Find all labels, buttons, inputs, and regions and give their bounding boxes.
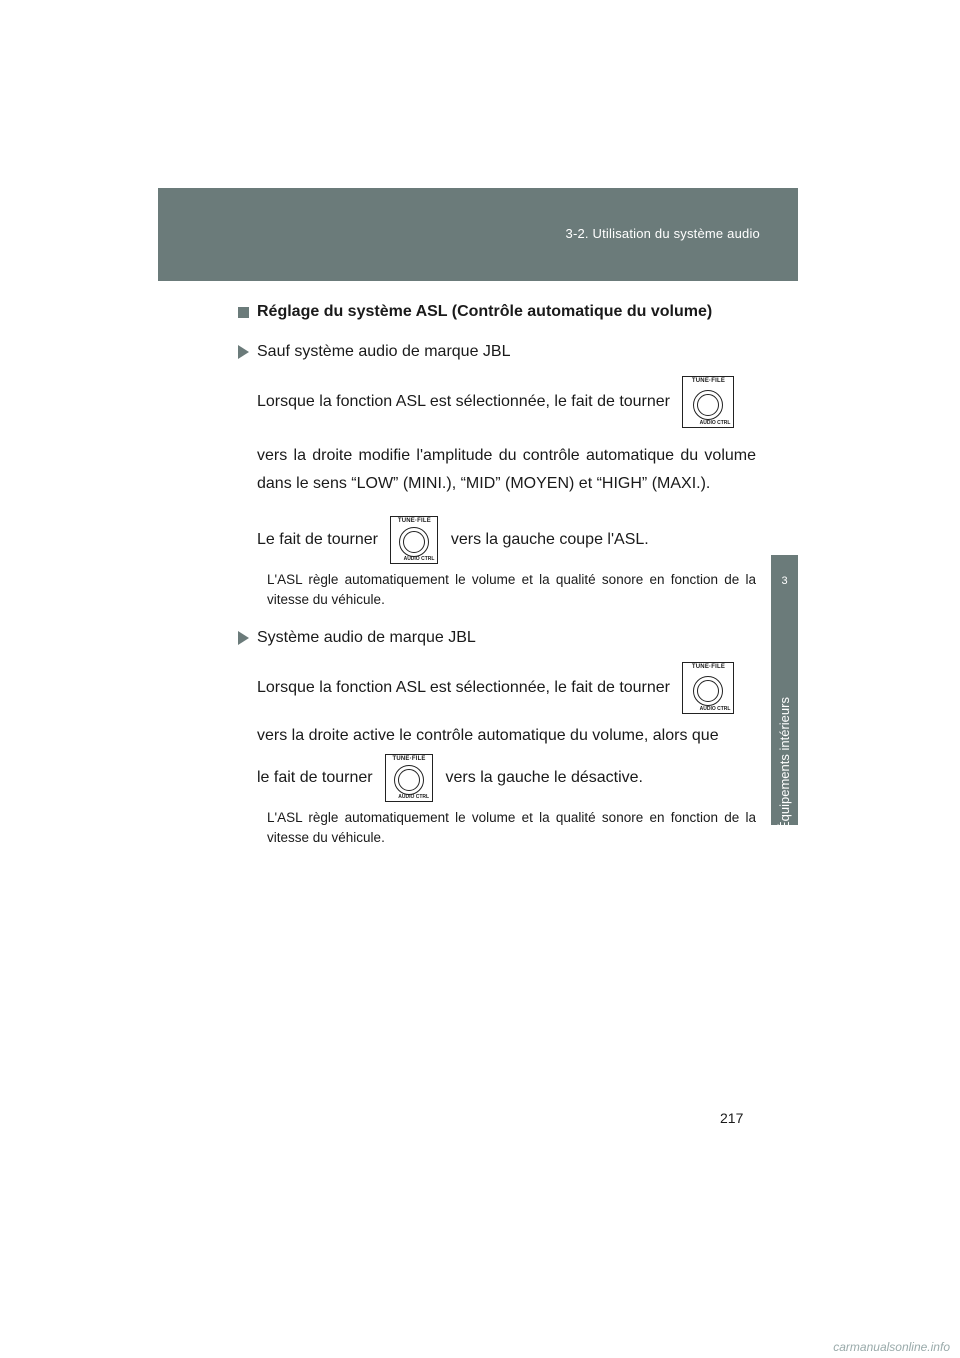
paragraph — [257, 442, 756, 498]
paragraph-text: Lorsque la fonction ASL est sélectionnée, le fait de tourner — [257, 393, 671, 411]
item-title-text: Sauf système audio de marque JBL — [257, 343, 511, 360]
knob-top-label: TUNE·FILE — [691, 378, 726, 384]
item-title-2 — [238, 626, 756, 650]
knob-top-label: TUNE·FILE — [691, 664, 726, 670]
paragraph — [257, 376, 756, 428]
knob-bottom-label: AUDIO CTRL — [398, 794, 430, 800]
triangle-bullet-icon — [238, 631, 249, 645]
header-title: 3-2. Utilisation du système audio — [565, 226, 760, 241]
knob-bottom-label: AUDIO CTRL — [403, 556, 435, 562]
knob-ring — [399, 527, 429, 557]
paragraph — [257, 754, 756, 802]
knob-ring — [693, 676, 723, 706]
knob-bottom-label: AUDIO CTRL — [699, 420, 731, 426]
triangle-bullet-icon — [238, 345, 249, 359]
paragraph-text: vers la droite active le contrôle automatique du volume, alors que — [257, 727, 719, 744]
knob-ring — [394, 765, 424, 795]
knob-top-label: TUNE·FILE — [397, 518, 431, 524]
note: L'ASL règle automatiquement le volume et la qualité sonore en fonction de la vitesse du véhicule. — [267, 572, 756, 607]
paragraph — [257, 662, 756, 714]
watermark: carmanualsonline.info — [833, 1340, 950, 1354]
tab-number: 3 — [781, 575, 788, 587]
header-band — [158, 188, 798, 281]
knob-bottom-label: AUDIO CTRL — [699, 706, 731, 712]
item-title-1 — [238, 340, 756, 364]
paragraph-text: Le fait de tourner — [257, 531, 378, 549]
tune-knob-icon — [682, 376, 734, 428]
page-number: 217 — [720, 1110, 744, 1126]
tab-label — [771, 600, 798, 830]
tune-knob-icon — [682, 662, 734, 714]
paragraph-text: vers la gauche le désactive. — [445, 769, 643, 787]
item-title-text: Système audio de marque JBL — [257, 629, 476, 646]
tab-label-text: Équipements intérieurs — [777, 697, 792, 830]
content — [238, 300, 756, 862]
paragraph-text: vers la gauche coupe l'ASL. — [450, 531, 649, 549]
section-heading — [238, 300, 756, 324]
tune-knob-icon — [385, 754, 433, 802]
paragraph — [257, 724, 756, 748]
paragraph — [257, 516, 756, 564]
tune-knob-icon — [390, 516, 438, 564]
square-bullet-icon — [238, 307, 249, 318]
paragraph-text: Lorsque la fonction ASL est sélectionnée, le fait de tourner — [257, 679, 671, 697]
paragraph-text: vers la droite modifie l'amplitude du contrôle automatique du volume dans le sens “LOW” (MINI.), “MID” (MOYEN) et “HIGH” (MAXI.). — [257, 447, 756, 492]
knob-top-label: TUNE·FILE — [392, 756, 426, 762]
paragraph-text: le fait de tourner — [257, 769, 373, 787]
knob-ring — [693, 390, 723, 420]
section-heading-text: Réglage du système ASL (Contrôle automatique du volume) — [257, 303, 713, 320]
note: L'ASL règle automatiquement le volume et la qualité sonore en fonction de la vitesse du véhicule. — [267, 810, 756, 845]
